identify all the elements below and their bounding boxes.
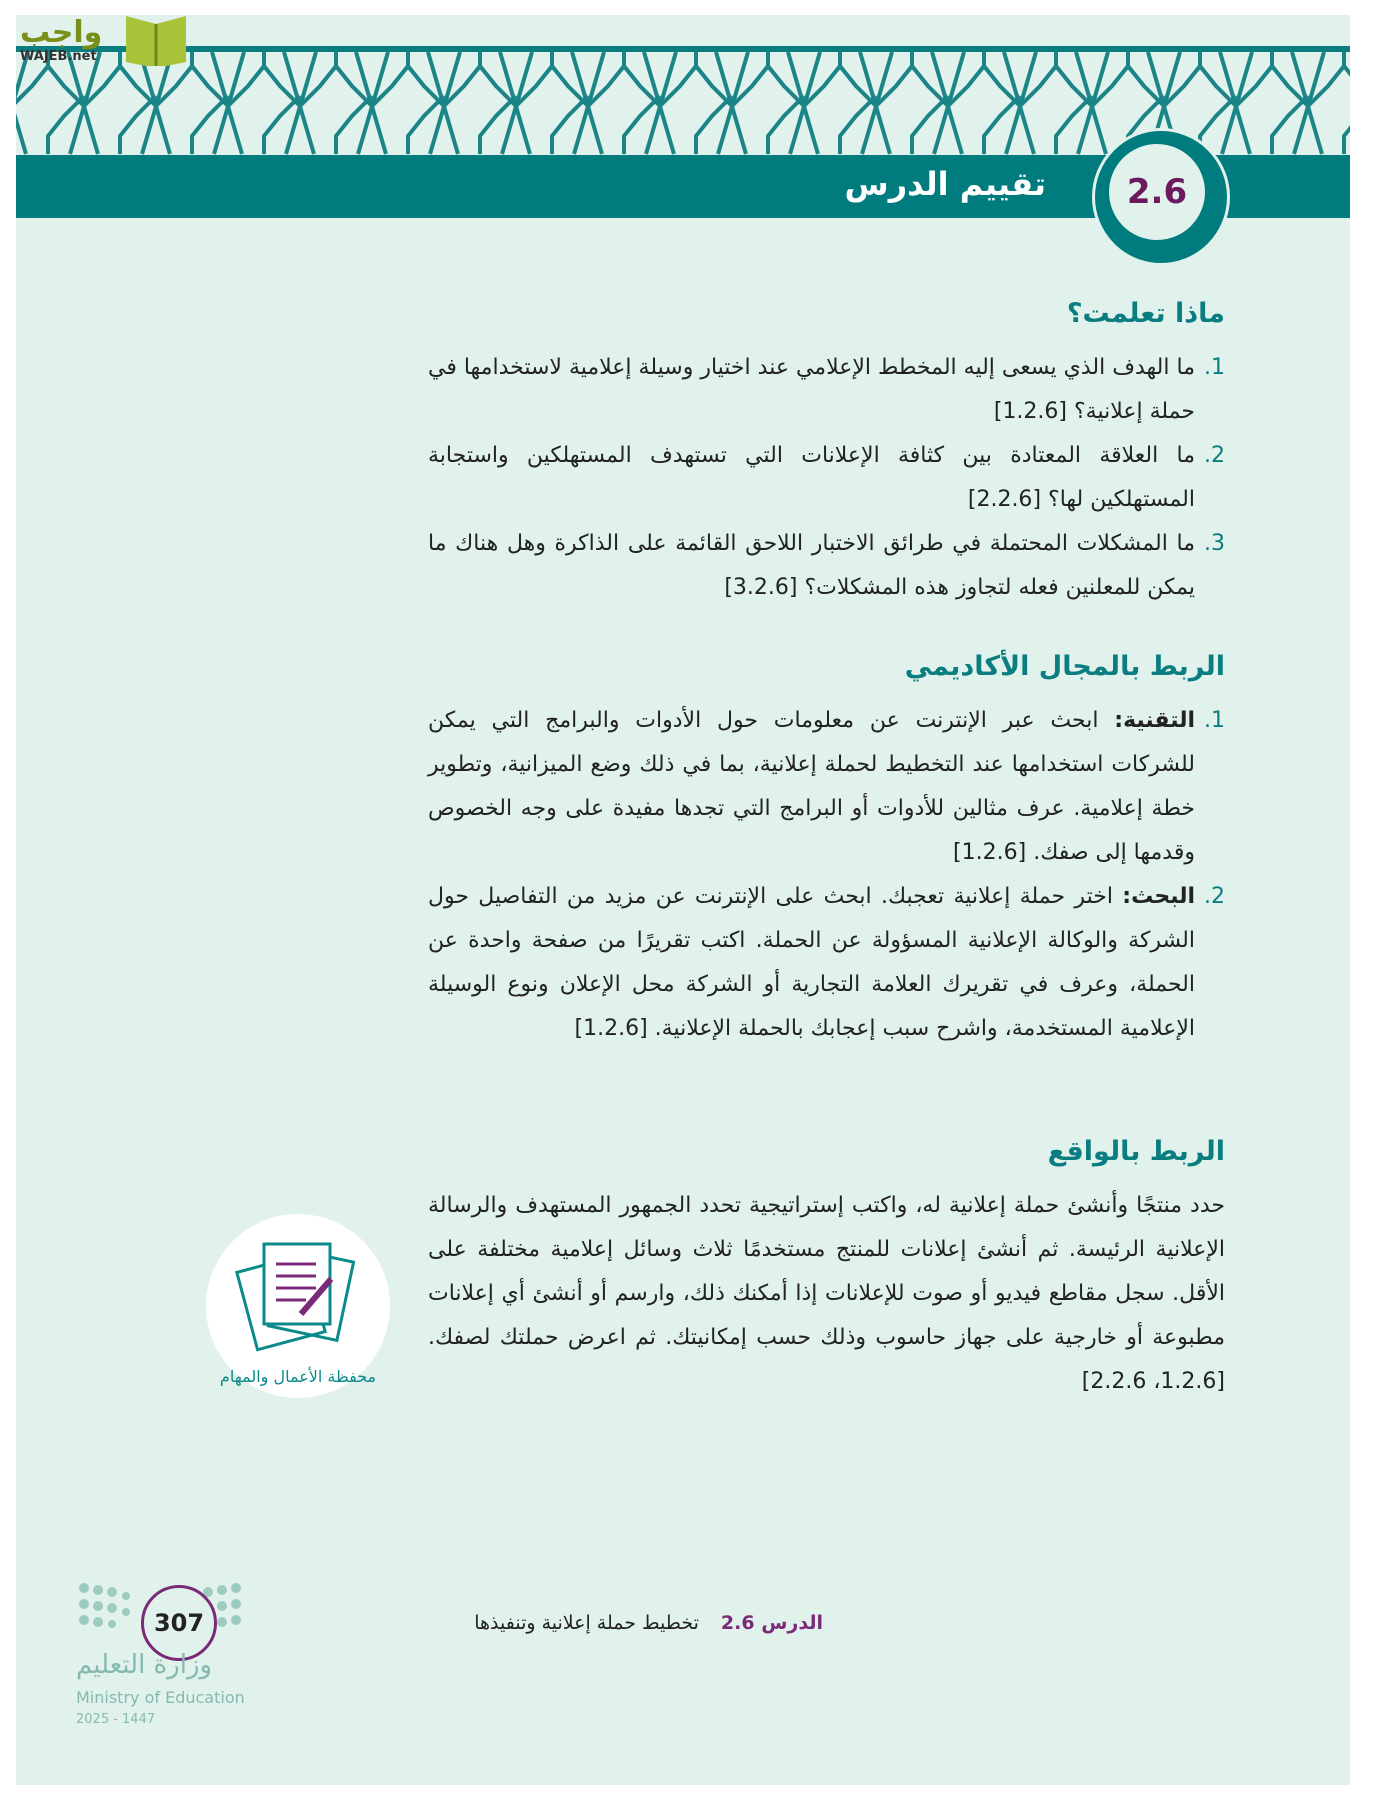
- academic-connection-section: [428, 645, 1225, 1051]
- task-text: اختر حملة إعلانية تعجبك. ابحث على الإنترنت عن مزيد من التفاصيل حول الشركة والوكالة الإعلانية المسؤولة عن الحملة. اكتب تقريرًا من صفحة واحدة عن الحملة، وعرف في تقريرك العلامة التجارية أو الشركة محل الإعلان ونوع الوسيلة الإعلامية المستخدمة، واشرح سبب إعجابك بالحملة الإعلانية. [1.2.6]: [428, 884, 1195, 1041]
- item-number: 2.: [1204, 884, 1225, 909]
- item-number: 1.: [1204, 708, 1225, 733]
- task-text: ابحث عبر الإنترنت عن معلومات حول الأدوات والبرامج التي يمكن للشركات استخدامها عند التخطيط لحملة إعلانية، بما في ذلك وضع الميزانية، وتطوير خطة إعلامية. عرف مثالين للأدوات أو البرامج التي تجدها مفيدة على وجه الخصوص وقدمها إلى صفك. [1.2.6]: [428, 708, 1195, 865]
- page-number: 307: [141, 1585, 217, 1661]
- section-heading: ماذا تعلمت؟: [1066, 298, 1225, 329]
- question-text: ما الهدف الذي يسعى إليه المخطط الإعلامي عند اختيار وسيلة إعلامية لاستخدامها في حملة إعلانية؟ [1.2.6]: [428, 355, 1195, 424]
- question-item: [428, 434, 1225, 522]
- real-world-connection-section: [428, 1130, 1225, 1404]
- item-number: 2.: [1204, 443, 1225, 468]
- ministry-year: 2025 - 1447: [76, 1712, 156, 1727]
- task-keyword: البحث:: [1122, 884, 1195, 909]
- question-text: ما العلاقة المعتادة بين كثافة الإعلانات التي تستهدف المستهلكين واستجابة المستهلكين لها؟ [2.2.6]: [428, 443, 1195, 512]
- task-item: [428, 699, 1225, 875]
- svg-text:WAJEB.net: WAJEB.net: [20, 49, 97, 64]
- footer-lesson-name: تخطيط حملة إعلانية وتنفيذها: [474, 1612, 699, 1634]
- task-item: [428, 875, 1225, 1051]
- item-number: 1.: [1204, 355, 1225, 380]
- ministry-name-arabic: وزارة التعليم: [76, 1650, 213, 1680]
- question-text: ما المشكلات المحتملة في طرائق الاختبار اللاحق القائمة على الذاكرة وهل هناك ما يمكن للمعلنين فعله لتجاوز هذه المشكلات؟ [3.2.6]: [428, 531, 1195, 600]
- section-heading: الربط بالواقع: [1047, 1136, 1225, 1167]
- portfolio-badge: [206, 1214, 390, 1398]
- question-item: [428, 522, 1225, 610]
- lesson-number-badge: 2.6: [1105, 140, 1209, 244]
- documents-pencil-icon: [206, 1214, 390, 1398]
- section-heading: الربط بالمجال الأكاديمي: [904, 651, 1225, 682]
- portfolio-badge-label: محفظة الأعمال والمهام: [219, 1367, 377, 1386]
- section-text: حدد منتجًا وأنشئ حملة إعلانية له، واكتب إستراتيجية تحدد الجمهور المستهدف والرسالة الإعلانية الرئيسة. ثم أنشئ إعلانات للمنتج مستخدمًا ثلاث وسائل إعلامية مختلفة على الأقل. سجل مقاطع فيديو أو صوت للإعلانات إذا أمكنك ذلك، وارسم أو أنشئ أي إعلانات مطبوعة أو خارجية على جهاز حاسوب وذلك حسب إمكانيتك. ثم اعرض حملتك لصفك. [1.2.6، 2.2.6]: [428, 1193, 1225, 1394]
- what-did-you-learn-section: [428, 292, 1225, 610]
- item-number: 3.: [1204, 531, 1225, 556]
- ministry-name-english: Ministry of Education: [76, 1688, 245, 1707]
- footer-lesson: [474, 1612, 823, 1634]
- question-item: [428, 346, 1225, 434]
- lesson-title: تقييم الدرس: [844, 165, 1046, 203]
- svg-text:واجب: واجب: [20, 15, 103, 50]
- footer-lesson-label: الدرس 2.6: [720, 1612, 823, 1634]
- task-keyword: التقنية:: [1114, 708, 1195, 733]
- wajeb-logo: [16, 6, 196, 70]
